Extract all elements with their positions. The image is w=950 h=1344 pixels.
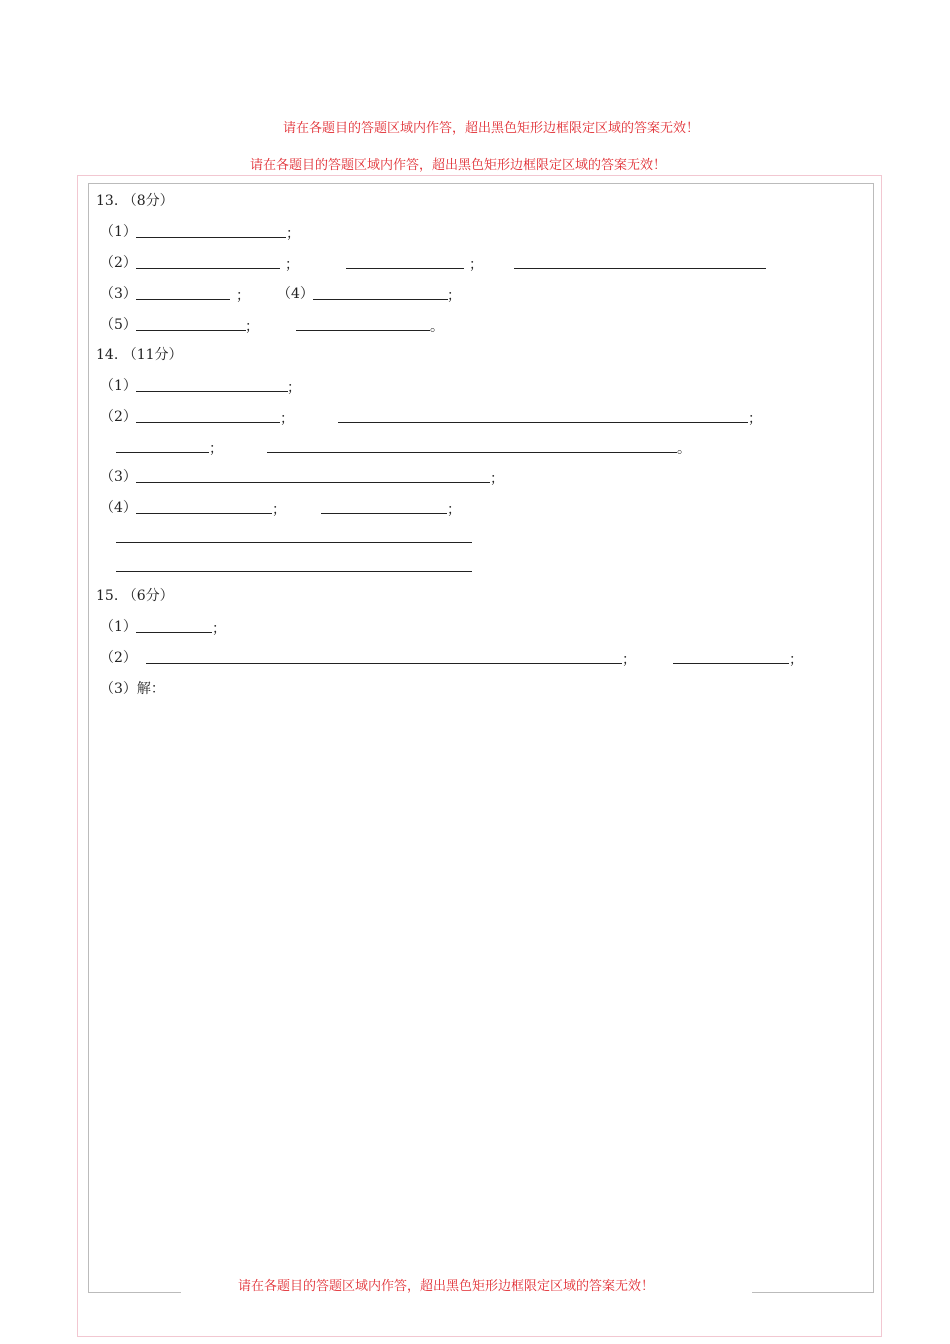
punctuation: ； (447, 288, 461, 304)
part-label: （2） (100, 255, 137, 271)
answer-blank[interactable] (313, 299, 448, 300)
part-label: （4） (277, 286, 314, 302)
punctuation: ； (245, 319, 259, 335)
answer-blank[interactable] (136, 422, 280, 423)
answer-blank[interactable] (146, 663, 622, 664)
punctuation: ； (287, 380, 301, 396)
punctuation: ； (490, 471, 504, 487)
solution-area[interactable] (96, 705, 866, 1265)
answer-blank[interactable] (116, 542, 472, 543)
answer-blank[interactable] (136, 632, 212, 633)
part-label: （3）解： (100, 681, 165, 697)
part-label: （1） (100, 378, 137, 394)
punctuation: ； (622, 652, 636, 668)
part-label: （2） (100, 409, 137, 425)
punctuation: 。 (430, 319, 444, 335)
question-title: 14. （11分） (96, 347, 183, 363)
punctuation: ； (212, 621, 226, 637)
punctuation: ； (209, 441, 223, 457)
answer-blank[interactable] (267, 452, 677, 453)
question-title: 15. （6分） (96, 588, 174, 604)
answer-blank[interactable] (673, 663, 789, 664)
punctuation: ； (280, 411, 294, 427)
question-title: 13. （8分） (96, 193, 174, 209)
punctuation: ； (447, 502, 461, 518)
answer-box-border (88, 183, 89, 1293)
answer-blank[interactable] (514, 268, 766, 269)
answer-blank[interactable] (116, 452, 209, 453)
answer-box-border (873, 183, 874, 1293)
punctuation: ； (272, 502, 286, 518)
part-label: （2） (100, 650, 137, 666)
part-label: （3） (100, 469, 137, 485)
answer-blank[interactable] (116, 571, 472, 572)
answer-blank[interactable] (321, 513, 447, 514)
punctuation: 。 (677, 441, 691, 457)
punctuation: ； (236, 288, 250, 304)
answer-box-border (752, 1292, 874, 1293)
part-label: （1） (100, 619, 137, 635)
answer-blank[interactable] (296, 330, 430, 331)
part-label: （3） (100, 286, 137, 302)
punctuation: ； (469, 257, 483, 273)
answer-blank[interactable] (136, 237, 286, 238)
punctuation: ； (789, 652, 803, 668)
answer-area-warning: 请在各题目的答题区域内作答，超出黑色矩形边框限定区域的答案无效！ (238, 1279, 655, 1294)
answer-box-border (88, 1292, 181, 1293)
part-label: （5） (100, 317, 137, 333)
part-label: （4） (100, 500, 137, 516)
answer-box-border (88, 183, 874, 184)
punctuation: ； (285, 257, 299, 273)
answer-blank[interactable] (346, 268, 464, 269)
answer-blank[interactable] (136, 268, 280, 269)
answer-blank[interactable] (136, 513, 272, 514)
answer-blank[interactable] (136, 299, 230, 300)
answer-blank[interactable] (338, 422, 748, 423)
answer-area-warning: 请在各题目的答题区域内作答，超出黑色矩形边框限定区域的答案无效！ (250, 158, 667, 173)
answer-blank[interactable] (136, 482, 490, 483)
punctuation: ； (286, 226, 300, 242)
answer-area-warning: 请在各题目的答题区域内作答，超出黑色矩形边框限定区域的答案无效！ (283, 121, 700, 136)
answer-blank[interactable] (136, 391, 288, 392)
part-label: （1） (100, 224, 137, 240)
answer-blank[interactable] (136, 330, 246, 331)
punctuation: ； (748, 411, 762, 427)
